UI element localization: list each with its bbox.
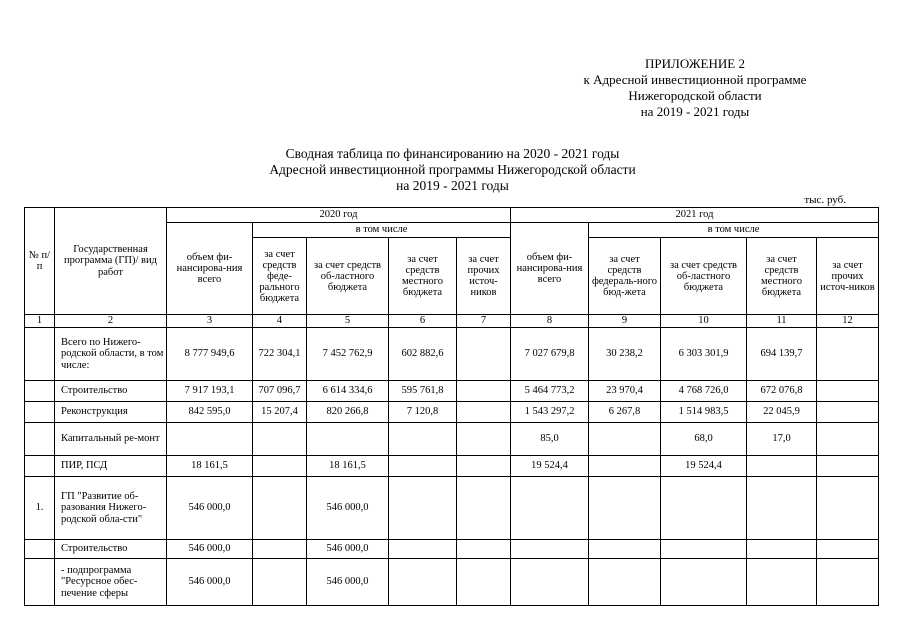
value-cell	[747, 559, 817, 606]
value-cell: 17,0	[747, 423, 817, 456]
row-number-cell	[25, 559, 55, 606]
row-number-cell	[25, 423, 55, 456]
header-program: Государственная программа (ГП)/ вид работ	[55, 208, 167, 315]
column-number: 6	[389, 315, 457, 328]
appendix-header	[540, 56, 850, 120]
value-cell	[389, 456, 457, 477]
row-number-cell	[25, 456, 55, 477]
table-row	[25, 559, 879, 606]
header-total-2020: объем фи-нансирова-ния всего	[167, 223, 253, 315]
row-number-cell	[25, 540, 55, 559]
value-cell	[389, 423, 457, 456]
program-name-cell: Всего по Нижего-родской области, в том числе:	[55, 328, 167, 381]
value-cell: 4 768 726,0	[661, 381, 747, 402]
column-number: 4	[253, 315, 307, 328]
value-cell: 820 266,8	[307, 402, 389, 423]
value-cell	[661, 540, 747, 559]
value-cell	[817, 423, 879, 456]
header-total-2021: объем фи-нансирова-ния всего	[511, 223, 589, 315]
value-cell	[307, 423, 389, 456]
value-cell	[589, 456, 661, 477]
value-cell: 546 000,0	[307, 477, 389, 540]
units-label: тыс. руб.	[804, 194, 846, 206]
header-year-2021: 2021 год	[511, 208, 879, 223]
value-cell: 1 543 297,2	[511, 402, 589, 423]
value-cell: 18 161,5	[167, 456, 253, 477]
row-number-cell	[25, 328, 55, 381]
column-number: 11	[747, 315, 817, 328]
column-number: 10	[661, 315, 747, 328]
value-cell: 68,0	[661, 423, 747, 456]
header-other-2021: за счет прочих источ-ников	[817, 238, 879, 315]
column-number: 2	[55, 315, 167, 328]
value-cell	[511, 540, 589, 559]
value-cell	[253, 456, 307, 477]
appendix-line: к Адресной инвестиционной программе	[583, 72, 807, 87]
column-number: 8	[511, 315, 589, 328]
column-number: 9	[589, 315, 661, 328]
value-cell: 7 452 762,9	[307, 328, 389, 381]
value-cell	[661, 477, 747, 540]
program-name-cell: - подпрограмма "Ресурсное обес-печение сферы	[55, 559, 167, 606]
column-number: 3	[167, 315, 253, 328]
header-year-2020: 2020 год	[167, 208, 511, 223]
header-including-2020: в том числе	[253, 223, 511, 238]
value-cell: 6 303 301,9	[661, 328, 747, 381]
table-row	[25, 456, 879, 477]
column-number: 1	[25, 315, 55, 328]
value-cell: 6 267,8	[589, 402, 661, 423]
value-cell	[589, 540, 661, 559]
value-cell	[253, 559, 307, 606]
table-row	[25, 328, 879, 381]
header-federal-2021: за счет средств федераль-ного бюд-жета	[589, 238, 661, 315]
value-cell	[589, 423, 661, 456]
value-cell: 546 000,0	[167, 477, 253, 540]
value-cell: 546 000,0	[167, 559, 253, 606]
appendix-line: на 2019 - 2021 годы	[640, 104, 750, 119]
header-local-2020: за счет средств местного бюджета	[389, 238, 457, 315]
value-cell	[661, 559, 747, 606]
value-cell	[817, 328, 879, 381]
value-cell: 18 161,5	[307, 456, 389, 477]
title-line: Сводная таблица по финансированию на 2020 - 2021 годы	[285, 146, 620, 161]
value-cell	[817, 381, 879, 402]
program-name-cell: ГП "Развитие об-разования Нижего-родской обла-сти"	[55, 477, 167, 540]
value-cell	[457, 540, 511, 559]
table-row	[25, 423, 879, 456]
value-cell	[389, 559, 457, 606]
value-cell: 15 207,4	[253, 402, 307, 423]
program-name-cell: Капитальный ре-монт	[55, 423, 167, 456]
value-cell: 1 514 983,5	[661, 402, 747, 423]
financing-table	[24, 207, 879, 606]
column-number: 12	[817, 315, 879, 328]
value-cell: 707 096,7	[253, 381, 307, 402]
value-cell	[389, 477, 457, 540]
column-number: 5	[307, 315, 389, 328]
value-cell	[589, 559, 661, 606]
value-cell	[817, 402, 879, 423]
value-cell	[389, 540, 457, 559]
program-name-cell: Строительство	[55, 540, 167, 559]
value-cell: 8 777 949,6	[167, 328, 253, 381]
table-row	[25, 381, 879, 402]
value-cell: 546 000,0	[167, 540, 253, 559]
value-cell	[457, 559, 511, 606]
program-name-cell: ПИР, ПСД	[55, 456, 167, 477]
value-cell: 842 595,0	[167, 402, 253, 423]
header-federal-2020: за счет средств феде-рального бюджета	[253, 238, 307, 315]
value-cell: 19 524,4	[661, 456, 747, 477]
value-cell: 19 524,4	[511, 456, 589, 477]
column-number: 7	[457, 315, 511, 328]
row-number-cell	[25, 402, 55, 423]
value-cell: 6 614 334,6	[307, 381, 389, 402]
value-cell: 546 000,0	[307, 559, 389, 606]
value-cell: 595 761,8	[389, 381, 457, 402]
value-cell	[817, 456, 879, 477]
value-cell: 672 076,8	[747, 381, 817, 402]
table-row	[25, 402, 879, 423]
value-cell: 23 970,4	[589, 381, 661, 402]
value-cell	[511, 559, 589, 606]
table-row	[25, 540, 879, 559]
value-cell	[253, 423, 307, 456]
value-cell	[457, 328, 511, 381]
program-name-cell: Строительство	[55, 381, 167, 402]
value-cell	[167, 423, 253, 456]
value-cell: 722 304,1	[253, 328, 307, 381]
document-title	[180, 146, 725, 194]
column-number-row	[25, 315, 879, 328]
value-cell	[457, 477, 511, 540]
row-number-cell: 1.	[25, 477, 55, 540]
value-cell: 7 120,8	[389, 402, 457, 423]
appendix-line: ПРИЛОЖЕНИЕ 2	[645, 56, 745, 71]
value-cell	[747, 540, 817, 559]
value-cell	[817, 477, 879, 540]
appendix-line: Нижегородской области	[628, 88, 762, 103]
value-cell	[253, 540, 307, 559]
value-cell: 694 139,7	[747, 328, 817, 381]
header-regional-2020: за счет средств об-ластного бюджета	[307, 238, 389, 315]
header-local-2021: за счет средств местного бюджета	[747, 238, 817, 315]
value-cell	[511, 477, 589, 540]
value-cell	[457, 456, 511, 477]
value-cell: 5 464 773,2	[511, 381, 589, 402]
value-cell: 85,0	[511, 423, 589, 456]
value-cell: 22 045,9	[747, 402, 817, 423]
value-cell: 7 917 193,1	[167, 381, 253, 402]
table-row	[25, 477, 879, 540]
title-line: на 2019 - 2021 годы	[396, 178, 509, 193]
header-row-years	[25, 208, 879, 223]
title-line: Адресной инвестиционной программы Нижегородской области	[269, 162, 636, 177]
header-regional-2021: за счет средств об-ластного бюджета	[661, 238, 747, 315]
value-cell: 30 238,2	[589, 328, 661, 381]
value-cell	[817, 559, 879, 606]
value-cell	[457, 381, 511, 402]
header-num: № п/п	[25, 208, 55, 315]
value-cell	[457, 423, 511, 456]
value-cell: 546 000,0	[307, 540, 389, 559]
value-cell	[817, 540, 879, 559]
value-cell	[253, 477, 307, 540]
program-name-cell: Реконструкция	[55, 402, 167, 423]
value-cell	[747, 456, 817, 477]
value-cell: 7 027 679,8	[511, 328, 589, 381]
row-number-cell	[25, 381, 55, 402]
header-including-2021: в том числе	[589, 223, 879, 238]
value-cell: 602 882,6	[389, 328, 457, 381]
value-cell	[747, 477, 817, 540]
value-cell	[589, 477, 661, 540]
header-other-2020: за счет прочих источ-ников	[457, 238, 511, 315]
value-cell	[457, 402, 511, 423]
